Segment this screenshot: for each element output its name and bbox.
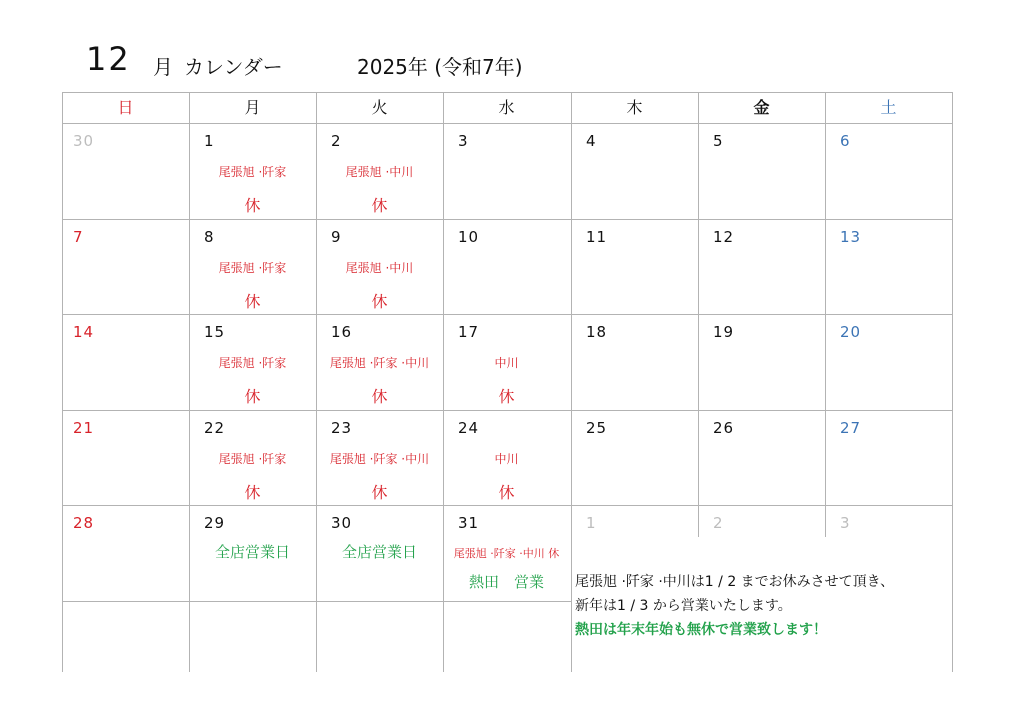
day-cell	[189, 410, 316, 505]
day-number: 25	[586, 419, 608, 437]
day-number: 6	[840, 132, 851, 150]
day-number: 23	[331, 419, 353, 437]
day-cell	[62, 219, 189, 314]
day-cell	[316, 314, 443, 409]
day-number: 12	[713, 228, 735, 246]
year-label: 2025年 (令和7年)	[357, 55, 523, 79]
day-cell	[443, 123, 570, 218]
day-number: 13	[840, 228, 862, 246]
closed-mark: 休	[244, 292, 261, 311]
closed-stores-label: 尾張旭 ·阡家	[218, 165, 287, 179]
day-number: 30	[331, 514, 353, 532]
day-number: 31	[458, 514, 480, 532]
day-number: 5	[713, 132, 724, 150]
day-number: 9	[331, 228, 342, 246]
day-number: 7	[73, 228, 84, 246]
day-number: 27	[840, 419, 862, 437]
day-number: 28	[73, 514, 95, 532]
month-label: 月	[153, 55, 173, 79]
day-number: 1	[204, 132, 215, 150]
closed-stores-label: 尾張旭 ·中川	[345, 165, 414, 179]
day-number: 8	[204, 228, 215, 246]
day-number: 3	[840, 514, 851, 532]
month-number: 12	[86, 40, 131, 78]
day-number: 16	[331, 323, 353, 341]
calendar-header	[0, 0, 1024, 90]
note-line-1: 尾張旭 ·阡家 ·中川は1 / 2 までお休みさせて頂き、	[575, 574, 895, 590]
day-number: 3	[458, 132, 469, 150]
note-line-3: 熱田は年末年始も無休で営業致します！	[575, 622, 827, 638]
closed-mark: 休	[244, 196, 261, 215]
closed-stores-label: 尾張旭 ·阡家 ·中川	[329, 452, 430, 466]
closed-mark: 休	[371, 387, 388, 406]
day-number: 19	[713, 323, 735, 341]
closed-mark: 休	[371, 292, 388, 311]
note-line-2: 新年は1 / 3 から営業いたします。	[575, 598, 792, 614]
all-stores-open-label: 全店営業日	[214, 543, 290, 561]
calendar-label: カレンダー	[184, 55, 283, 79]
day-cell	[825, 123, 952, 218]
day-cell	[571, 123, 698, 218]
day-number: 18	[586, 323, 608, 341]
weekday-header: 水	[498, 98, 515, 117]
closed-stores-label: 尾張旭 ·阡家	[218, 452, 287, 466]
day-cell	[189, 219, 316, 314]
closed-stores-label: 尾張旭 ·阡家	[218, 261, 287, 275]
day-cell	[443, 505, 570, 600]
day-cell	[825, 314, 952, 409]
day-number: 14	[73, 323, 95, 341]
day-cell	[698, 314, 825, 409]
day-cell	[571, 314, 698, 409]
grid-hline	[62, 601, 571, 602]
closed-mark: 休	[498, 483, 515, 502]
atsuta-open-label: 熱田 営業	[468, 573, 544, 591]
day-cell	[316, 505, 443, 600]
day-number: 2	[331, 132, 342, 150]
weekday-header: 木	[626, 98, 643, 117]
weekday-header: 土	[880, 98, 897, 117]
day-cell	[316, 410, 443, 505]
day-cell	[825, 410, 952, 505]
closed-mark: 休	[371, 196, 388, 215]
day-cell	[62, 410, 189, 505]
closed-stores-label: 中川	[494, 452, 519, 466]
weekday-header: 金	[753, 98, 770, 117]
day-cell	[316, 219, 443, 314]
day-number: 29	[204, 514, 226, 532]
day-number: 20	[840, 323, 862, 341]
day-number: 2	[713, 514, 724, 532]
holiday-notes	[575, 570, 894, 642]
day-number: 4	[586, 132, 597, 150]
day-number: 17	[458, 323, 480, 341]
day-cell	[62, 505, 189, 600]
day-cell	[698, 410, 825, 505]
day-cell	[698, 123, 825, 218]
closed-mark: 休	[244, 483, 261, 502]
weekday-header: 日	[117, 98, 134, 117]
day-cell	[443, 410, 570, 505]
closed-stores-label: 中川	[494, 356, 519, 370]
day-cell	[698, 219, 825, 314]
all-stores-open-label: 全店営業日	[341, 543, 417, 561]
day-cell	[189, 505, 316, 600]
day-cell	[825, 219, 952, 314]
day-cell	[443, 314, 570, 409]
day-number: 11	[586, 228, 608, 246]
weekday-header: 火	[371, 98, 388, 117]
closed-mark: 休	[498, 387, 515, 406]
day-number: 24	[458, 419, 480, 437]
closed-stores-label: 尾張旭 ·阡家 ·中川	[329, 356, 430, 370]
day-number: 15	[204, 323, 226, 341]
day-cell	[571, 219, 698, 314]
closed-stores-label: 尾張旭 ·阡家 ·中川 休	[453, 547, 560, 560]
day-cell	[571, 410, 698, 505]
closed-stores-label: 尾張旭 ·中川	[345, 261, 414, 275]
day-cell	[316, 123, 443, 218]
day-cell	[62, 123, 189, 218]
closed-stores-label: 尾張旭 ·阡家	[218, 356, 287, 370]
day-number: 22	[204, 419, 226, 437]
day-cell	[443, 219, 570, 314]
day-number: 26	[713, 419, 735, 437]
day-number: 10	[458, 228, 480, 246]
weekday-header: 月	[244, 98, 261, 117]
closed-mark: 休	[371, 483, 388, 502]
day-number: 1	[586, 514, 597, 532]
day-cell	[189, 123, 316, 218]
day-number: 21	[73, 419, 95, 437]
day-cell	[62, 314, 189, 409]
grid-vline	[952, 92, 953, 672]
closed-mark: 休	[244, 387, 261, 406]
day-cell	[189, 314, 316, 409]
day-number: 30	[73, 132, 95, 150]
